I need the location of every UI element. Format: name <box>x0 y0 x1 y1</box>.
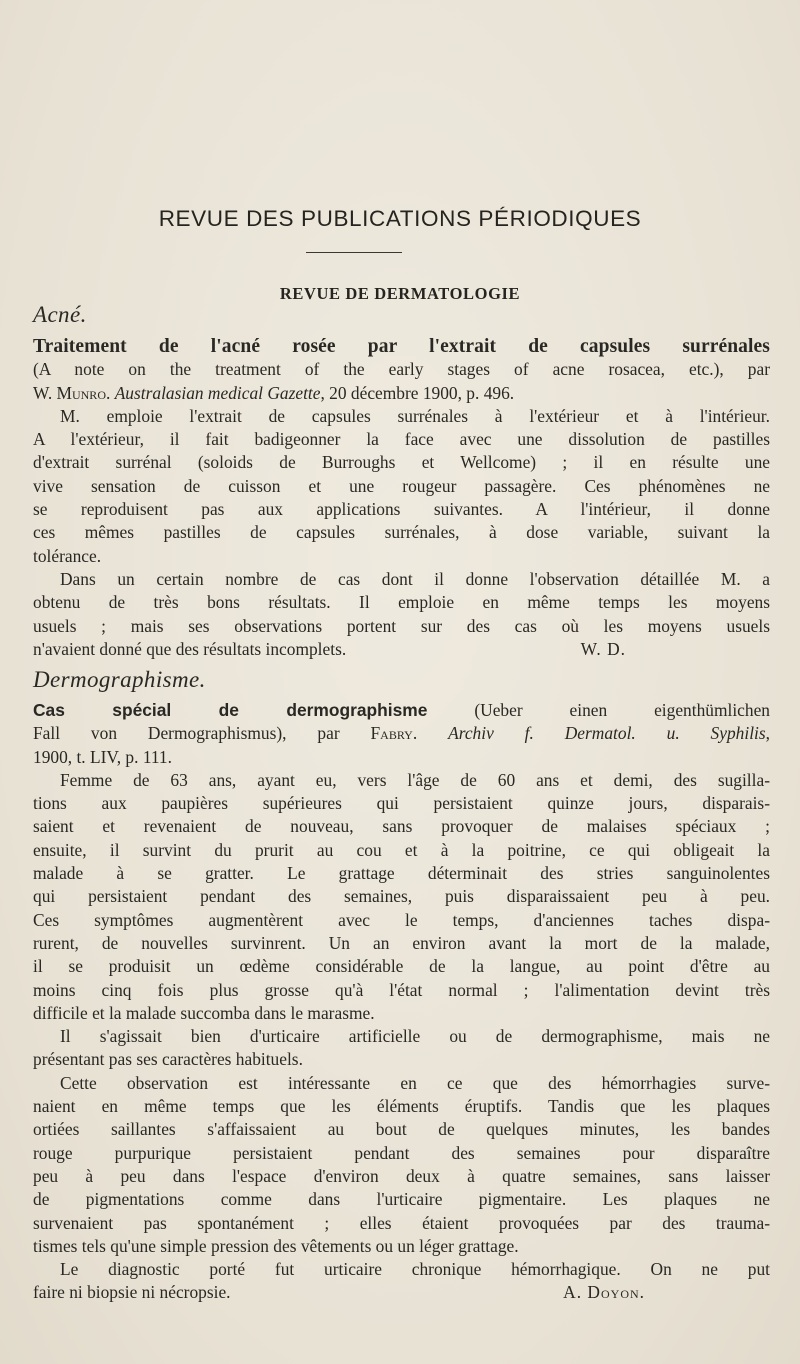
section-heading: REVUE DE DERMATOLOGIE <box>279 284 521 303</box>
body-line: usuels ; mais ses observations portent sur des cas où les moyens usuels <box>33 615 770 636</box>
body-line: Il s'agissait bien d'urticaire artificielle ou de dermographisme, mais ne <box>60 1026 770 1047</box>
body-line: qui persistaient pendant des semaines, puis disparaissaient peu à peu. <box>33 886 770 907</box>
body-line: M. emploie l'extrait de capsules surrénales à l'extérieur et à l'intérieur. <box>60 405 770 426</box>
body-line: saient et revenaient de nouveau, sans provoquer de malaises spéciaux ; <box>33 816 770 837</box>
signature: A. Doyon. <box>563 1282 645 1303</box>
body-line: vive sensation de cuisson et une rougeur passagère. Ces phénomènes ne <box>33 475 770 496</box>
body-line: malade à se gratter. Le grattage déterminait des stries sanguinolentes <box>33 863 770 884</box>
category-dermographisme: Dermographisme. <box>33 667 206 692</box>
body-line: difficile et la malade succomba dans le marasme. <box>33 1002 375 1023</box>
journal-name: Australasian medical Gazette <box>114 382 321 403</box>
body-line: rurent, de nouvelles survinrent. Un an environ avant la mort de la malade, <box>33 932 770 953</box>
article-title: Cas spécial de dermographisme <box>33 700 428 720</box>
body-line: de pigmentations comme dans l'urticaire pigmentaire. Les plaques ne <box>33 1189 770 1210</box>
author-name: Fabry <box>370 723 413 744</box>
body-line: ces mêmes pastilles de capsules surrénales, à dose variable, suivant la <box>33 522 770 543</box>
body-line: d'extrait surrénal (soloids de Burroughs et Wellcome) ; il en résulte une <box>33 452 770 473</box>
body-line: peu à peu dans l'espace d'environ deux à quatre semaines, sans laisser <box>33 1165 770 1186</box>
body-line: n'avaient donné que des résultats incomplets. W. D. <box>33 638 770 661</box>
article-title: Traitement de l'acné rosée par l'extrait de capsules surrénales <box>33 336 770 357</box>
reference-line: 1900, t. LIV, p. 111. <box>33 746 172 767</box>
title-rule <box>306 252 402 253</box>
body-line: faire ni biopsie ni nécropsie. A. Doyon. <box>33 1281 770 1304</box>
body-line: obtenu de très bons résultats. Il emploie en même temps les moyens <box>33 592 770 613</box>
body-line: naient en même temps que les éléments éruptifs. Tandis que les plaques <box>33 1096 770 1117</box>
body-line: A l'extérieur, il fait badigeonner la face avec une dissolution de pastilles <box>33 429 770 450</box>
reference-line: Fall von Dermographismus), par Fabry. Archiv f. Dermatol. u. Syphilis, <box>33 723 770 744</box>
article-title-line: Cas spécial de dermographisme (Ueber einen eigenthümlichen <box>33 700 770 720</box>
body-line: ensuite, il survint du prurit au cou et à la poitrine, ce qui obligeait la <box>33 839 770 860</box>
body-line: Le diagnostic porté fut urticaire chronique hémorrhagique. On ne put <box>60 1259 770 1280</box>
article-dermographisme <box>33 699 770 1305</box>
page-title: REVUE DES PUBLICATIONS PÉRIODIQUES <box>158 206 642 231</box>
body-line: survenaient pas spontanément ; elles étaient provoquées par des trauma- <box>33 1212 770 1233</box>
body-line: Cette observation est intéressante en ce que des hémorrhagies surve- <box>60 1072 770 1093</box>
author-name: Munro <box>56 382 106 403</box>
body-line: présentant pas ses caractères habituels. <box>33 1049 303 1070</box>
body-line: rouge purpurique persistaient pendant des semaines pour disparaître <box>33 1142 770 1163</box>
body-line: ortiées saillantes s'affaissaient au bout de quelques minutes, les bandes <box>33 1119 770 1140</box>
body-line: il se produisit un œdème considérable de la langue, au point d'être au <box>33 956 770 977</box>
body-line: Dans un certain nombre de cas dont il donne l'observation détaillée M. a <box>60 568 770 589</box>
body-line: Femme de 63 ans, ayant eu, vers l'âge de 60 ans et demi, des sugilla- <box>60 769 770 790</box>
journal-name: Archiv f. Dermatol. u. Syphilis <box>448 723 766 744</box>
body-line: Ces symptômes augmentèrent avec le temps, d'anciennes taches dispa- <box>33 909 770 930</box>
body-line: tolérance. <box>33 545 102 566</box>
reference-line: W. Munro. Australasian medical Gazette, 20 décembre 1900, p. 496. <box>33 382 515 403</box>
reference-line: (A note on the treatment of the early stages of acne rosacea, etc.), par <box>33 359 770 380</box>
article-acne <box>33 335 770 661</box>
body-line: se reproduisent pas aux applications suivantes. A l'intérieur, il donne <box>33 499 770 520</box>
body-line: moins cinq fois plus grosse qu'à l'état normal ; l'alimentation devint très <box>33 979 770 1000</box>
category-acne: Acné. <box>33 302 87 327</box>
body-line: tions aux paupières supérieures qui persistaient quinze jours, disparais- <box>33 793 770 814</box>
signature: W. D. <box>580 638 626 659</box>
body-line: tismes tels qu'une simple pression des vêtements ou un léger grattage. <box>33 1235 519 1256</box>
